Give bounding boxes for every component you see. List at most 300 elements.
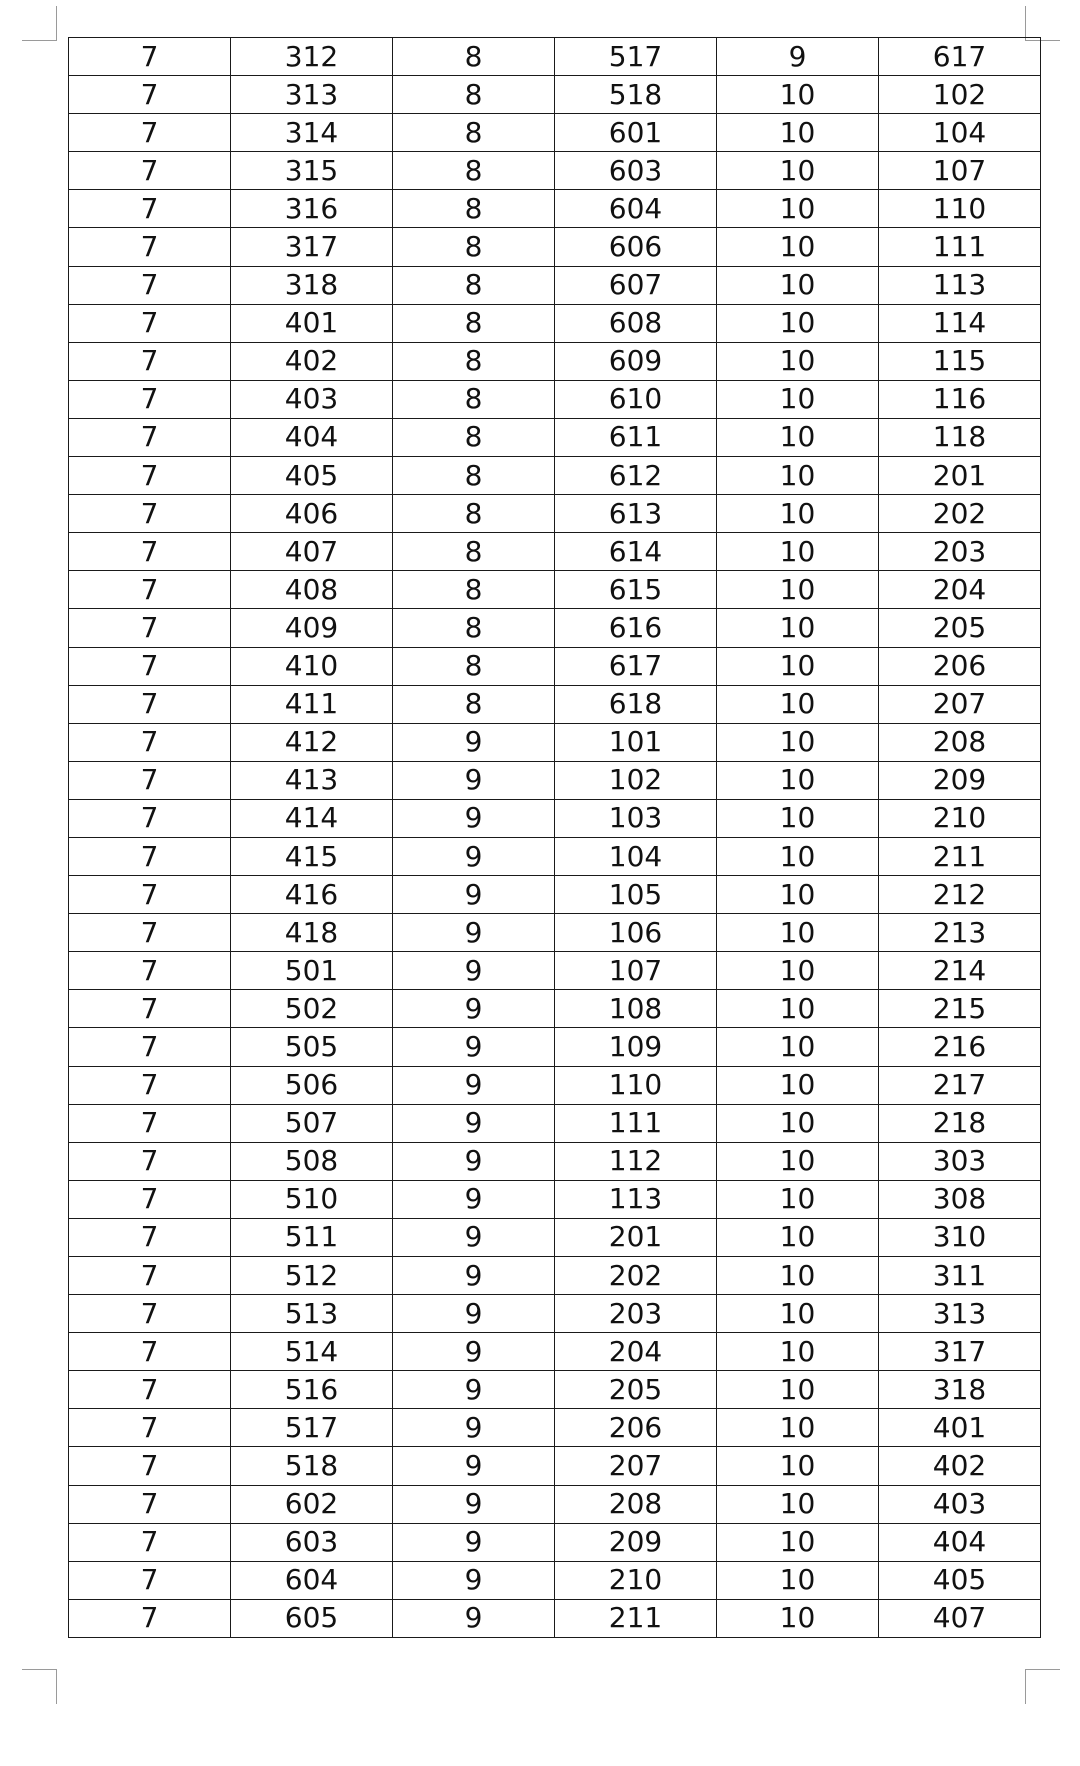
table-cell: 512 — [231, 1257, 393, 1295]
table-row — [69, 418, 1041, 456]
table-cell: 9 — [393, 1447, 555, 1485]
table-cell: 7 — [69, 571, 231, 609]
table-cell: 7 — [69, 380, 231, 418]
table-cell: 111 — [555, 1104, 717, 1142]
table-cell: 10 — [717, 152, 879, 190]
table-cell: 202 — [555, 1257, 717, 1295]
table-cell: 7 — [69, 1295, 231, 1333]
table-cell: 7 — [69, 799, 231, 837]
table-cell: 9 — [393, 1371, 555, 1409]
table-cell: 608 — [555, 304, 717, 342]
table-cell: 7 — [69, 990, 231, 1028]
table-cell: 517 — [231, 1409, 393, 1447]
table-cell: 403 — [879, 1485, 1041, 1523]
table-cell: 205 — [555, 1371, 717, 1409]
table-cell: 10 — [717, 837, 879, 875]
table-cell: 9 — [393, 837, 555, 875]
table-cell: 407 — [231, 533, 393, 571]
table-cell: 204 — [555, 1333, 717, 1371]
table-cell: 9 — [393, 1180, 555, 1218]
table-cell: 9 — [393, 1028, 555, 1066]
table-cell: 9 — [393, 990, 555, 1028]
table-body — [69, 38, 1041, 1638]
table-row — [69, 1066, 1041, 1104]
table-cell: 318 — [879, 1371, 1041, 1409]
table-cell: 110 — [879, 190, 1041, 228]
table-row — [69, 1333, 1041, 1371]
table-row — [69, 647, 1041, 685]
crop-mark-bottom-left — [22, 1669, 57, 1704]
table-cell: 9 — [393, 761, 555, 799]
table-cell: 611 — [555, 418, 717, 456]
table-row — [69, 1104, 1041, 1142]
table-cell: 8 — [393, 533, 555, 571]
table-cell: 210 — [879, 799, 1041, 837]
table-row — [69, 914, 1041, 952]
table-row — [69, 1561, 1041, 1599]
table-cell: 10 — [717, 1599, 879, 1637]
table-cell: 7 — [69, 1409, 231, 1447]
crop-mark-bottom-right — [1025, 1669, 1060, 1704]
table-cell: 7 — [69, 723, 231, 761]
table-cell: 9 — [393, 1523, 555, 1561]
table-cell: 402 — [231, 342, 393, 380]
table-row — [69, 457, 1041, 495]
table-cell: 510 — [231, 1180, 393, 1218]
table-cell: 211 — [879, 837, 1041, 875]
table-cell: 112 — [555, 1142, 717, 1180]
table-cell: 207 — [555, 1447, 717, 1485]
table-cell: 114 — [879, 304, 1041, 342]
table-cell: 10 — [717, 266, 879, 304]
table-cell: 8 — [393, 609, 555, 647]
table-cell: 203 — [555, 1295, 717, 1333]
table-cell: 115 — [879, 342, 1041, 380]
table-cell: 10 — [717, 457, 879, 495]
table-cell: 7 — [69, 1066, 231, 1104]
table-cell: 10 — [717, 1409, 879, 1447]
table-cell: 206 — [879, 647, 1041, 685]
table-cell: 7 — [69, 1599, 231, 1637]
table-cell: 8 — [393, 571, 555, 609]
table-cell: 407 — [879, 1599, 1041, 1637]
table-cell: 10 — [717, 342, 879, 380]
table-row — [69, 152, 1041, 190]
table-cell: 502 — [231, 990, 393, 1028]
table-cell: 8 — [393, 495, 555, 533]
table-cell: 614 — [555, 533, 717, 571]
table-cell: 413 — [231, 761, 393, 799]
table-row — [69, 685, 1041, 723]
table-cell: 405 — [879, 1561, 1041, 1599]
table-cell: 7 — [69, 152, 231, 190]
table-cell: 7 — [69, 876, 231, 914]
table-cell: 8 — [393, 457, 555, 495]
table-cell: 7 — [69, 266, 231, 304]
table-cell: 601 — [555, 114, 717, 152]
table-cell: 109 — [555, 1028, 717, 1066]
table-row — [69, 723, 1041, 761]
table-cell: 207 — [879, 685, 1041, 723]
table-cell: 405 — [231, 457, 393, 495]
crop-mark-top-right — [1025, 6, 1060, 41]
table-cell: 518 — [555, 76, 717, 114]
table-cell: 7 — [69, 1218, 231, 1256]
table-cell: 617 — [555, 647, 717, 685]
table-cell: 102 — [555, 761, 717, 799]
table-cell: 404 — [879, 1523, 1041, 1561]
table-cell: 313 — [231, 76, 393, 114]
table-cell: 415 — [231, 837, 393, 875]
table-row — [69, 761, 1041, 799]
table-cell: 10 — [717, 418, 879, 456]
table-cell: 105 — [555, 876, 717, 914]
table-cell: 7 — [69, 533, 231, 571]
table-cell: 201 — [555, 1218, 717, 1256]
table-cell: 409 — [231, 609, 393, 647]
table-cell: 10 — [717, 304, 879, 342]
table-cell: 7 — [69, 1028, 231, 1066]
table-row — [69, 1371, 1041, 1409]
table-cell: 7 — [69, 952, 231, 990]
table-cell: 505 — [231, 1028, 393, 1066]
table-cell: 10 — [717, 1447, 879, 1485]
table-cell: 7 — [69, 76, 231, 114]
table-cell: 617 — [879, 38, 1041, 76]
table-cell: 9 — [717, 38, 879, 76]
table-cell: 9 — [393, 1218, 555, 1256]
table-cell: 9 — [393, 1142, 555, 1180]
table-cell: 602 — [231, 1485, 393, 1523]
table-cell: 208 — [555, 1485, 717, 1523]
table-cell: 213 — [879, 914, 1041, 952]
table-cell: 10 — [717, 114, 879, 152]
table-cell: 511 — [231, 1218, 393, 1256]
table-cell: 10 — [717, 952, 879, 990]
table-cell: 8 — [393, 266, 555, 304]
table-cell: 418 — [231, 914, 393, 952]
table-cell: 507 — [231, 1104, 393, 1142]
table-cell: 303 — [879, 1142, 1041, 1180]
table-cell: 10 — [717, 1295, 879, 1333]
table-cell: 10 — [717, 1485, 879, 1523]
table-cell: 202 — [879, 495, 1041, 533]
table-cell: 102 — [879, 76, 1041, 114]
table-row — [69, 837, 1041, 875]
table-cell: 203 — [879, 533, 1041, 571]
table-cell: 7 — [69, 1561, 231, 1599]
table-cell: 7 — [69, 342, 231, 380]
table-cell: 10 — [717, 799, 879, 837]
table-row — [69, 799, 1041, 837]
table-cell: 9 — [393, 914, 555, 952]
table-cell: 613 — [555, 495, 717, 533]
table-cell: 111 — [879, 228, 1041, 266]
table-cell: 106 — [555, 914, 717, 952]
table-cell: 616 — [555, 609, 717, 647]
table-cell: 7 — [69, 837, 231, 875]
table-cell: 8 — [393, 190, 555, 228]
table-cell: 513 — [231, 1295, 393, 1333]
table-cell: 8 — [393, 152, 555, 190]
table-cell: 313 — [879, 1295, 1041, 1333]
table-cell: 10 — [717, 914, 879, 952]
table-cell: 10 — [717, 1028, 879, 1066]
number-table — [68, 37, 1041, 1638]
table-cell: 10 — [717, 190, 879, 228]
table-cell: 7 — [69, 685, 231, 723]
table-cell: 506 — [231, 1066, 393, 1104]
table-cell: 401 — [231, 304, 393, 342]
table-cell: 7 — [69, 1142, 231, 1180]
table-cell: 618 — [555, 685, 717, 723]
table-row — [69, 228, 1041, 266]
table-cell: 107 — [555, 952, 717, 990]
table-cell: 8 — [393, 647, 555, 685]
table-cell: 218 — [879, 1104, 1041, 1142]
table-cell: 605 — [231, 1599, 393, 1637]
table-row — [69, 1028, 1041, 1066]
table-cell: 215 — [879, 990, 1041, 1028]
table-cell: 10 — [717, 495, 879, 533]
table-cell: 311 — [879, 1257, 1041, 1295]
table-cell: 10 — [717, 990, 879, 1028]
table-row — [69, 1142, 1041, 1180]
table-cell: 10 — [717, 1257, 879, 1295]
table-cell: 101 — [555, 723, 717, 761]
table-cell: 7 — [69, 1180, 231, 1218]
table-cell: 7 — [69, 457, 231, 495]
table-cell: 205 — [879, 609, 1041, 647]
table-row — [69, 1599, 1041, 1637]
table-cell: 116 — [879, 380, 1041, 418]
table-cell: 7 — [69, 647, 231, 685]
table-cell: 201 — [879, 457, 1041, 495]
table-row — [69, 380, 1041, 418]
table-cell: 7 — [69, 190, 231, 228]
table-cell: 514 — [231, 1333, 393, 1371]
table-cell: 113 — [879, 266, 1041, 304]
table-cell: 10 — [717, 228, 879, 266]
table-cell: 103 — [555, 799, 717, 837]
table-cell: 607 — [555, 266, 717, 304]
table-cell: 7 — [69, 114, 231, 152]
table-cell: 416 — [231, 876, 393, 914]
table-cell: 317 — [231, 228, 393, 266]
table-cell: 9 — [393, 876, 555, 914]
table-row — [69, 304, 1041, 342]
table-row — [69, 952, 1041, 990]
table-row — [69, 1295, 1041, 1333]
table-cell: 603 — [555, 152, 717, 190]
table-cell: 508 — [231, 1142, 393, 1180]
table-cell: 9 — [393, 1257, 555, 1295]
table-cell: 318 — [231, 266, 393, 304]
table-row — [69, 876, 1041, 914]
table-cell: 310 — [879, 1218, 1041, 1256]
table-cell: 10 — [717, 723, 879, 761]
table-cell: 212 — [879, 876, 1041, 914]
table-cell: 517 — [555, 38, 717, 76]
table-cell: 217 — [879, 1066, 1041, 1104]
table-cell: 8 — [393, 342, 555, 380]
table-row — [69, 1523, 1041, 1561]
table-cell: 7 — [69, 418, 231, 456]
table-row — [69, 266, 1041, 304]
table-cell: 7 — [69, 1371, 231, 1409]
table-cell: 404 — [231, 418, 393, 456]
table-cell: 8 — [393, 114, 555, 152]
table-cell: 110 — [555, 1066, 717, 1104]
table-cell: 10 — [717, 1066, 879, 1104]
table-cell: 410 — [231, 647, 393, 685]
table-cell: 7 — [69, 38, 231, 76]
table-row — [69, 1409, 1041, 1447]
table-cell: 9 — [393, 1485, 555, 1523]
table-row — [69, 1485, 1041, 1523]
table-cell: 610 — [555, 380, 717, 418]
table-cell: 7 — [69, 495, 231, 533]
table-cell: 9 — [393, 1295, 555, 1333]
table-cell: 10 — [717, 1142, 879, 1180]
table-cell: 8 — [393, 38, 555, 76]
table-cell: 604 — [231, 1561, 393, 1599]
table-cell: 8 — [393, 418, 555, 456]
table-cell: 308 — [879, 1180, 1041, 1218]
table-cell: 104 — [879, 114, 1041, 152]
table-cell: 604 — [555, 190, 717, 228]
table-cell: 107 — [879, 152, 1041, 190]
table-cell: 408 — [231, 571, 393, 609]
table-cell: 9 — [393, 1409, 555, 1447]
table-cell: 10 — [717, 1180, 879, 1218]
table-cell: 7 — [69, 1257, 231, 1295]
table-row — [69, 1447, 1041, 1485]
table-cell: 7 — [69, 1523, 231, 1561]
table-cell: 7 — [69, 228, 231, 266]
table-cell: 208 — [879, 723, 1041, 761]
table-row — [69, 1257, 1041, 1295]
table-cell: 9 — [393, 723, 555, 761]
table-cell: 8 — [393, 380, 555, 418]
table-cell: 403 — [231, 380, 393, 418]
table-cell: 401 — [879, 1409, 1041, 1447]
table-row — [69, 1180, 1041, 1218]
table-cell: 414 — [231, 799, 393, 837]
table-cell: 10 — [717, 1523, 879, 1561]
table-cell: 10 — [717, 1333, 879, 1371]
table-cell: 9 — [393, 1561, 555, 1599]
table-cell: 606 — [555, 228, 717, 266]
table-cell: 10 — [717, 685, 879, 723]
table-cell: 204 — [879, 571, 1041, 609]
table-cell: 108 — [555, 990, 717, 1028]
table-cell: 10 — [717, 876, 879, 914]
table-cell: 9 — [393, 1066, 555, 1104]
table-cell: 316 — [231, 190, 393, 228]
table-cell: 312 — [231, 38, 393, 76]
table-cell: 9 — [393, 1599, 555, 1637]
table-cell: 314 — [231, 114, 393, 152]
table-cell: 206 — [555, 1409, 717, 1447]
table-row — [69, 533, 1041, 571]
table-row — [69, 1218, 1041, 1256]
table-cell: 104 — [555, 837, 717, 875]
table-cell: 113 — [555, 1180, 717, 1218]
table-cell: 209 — [555, 1523, 717, 1561]
table-cell: 10 — [717, 533, 879, 571]
table-cell: 214 — [879, 952, 1041, 990]
table-cell: 406 — [231, 495, 393, 533]
table-cell: 412 — [231, 723, 393, 761]
table-cell: 10 — [717, 1104, 879, 1142]
table-cell: 7 — [69, 609, 231, 647]
table-cell: 10 — [717, 647, 879, 685]
table-cell: 9 — [393, 1104, 555, 1142]
table-cell: 9 — [393, 952, 555, 990]
table-cell: 8 — [393, 304, 555, 342]
table-cell: 609 — [555, 342, 717, 380]
table-cell: 7 — [69, 304, 231, 342]
table-cell: 411 — [231, 685, 393, 723]
table-cell: 7 — [69, 914, 231, 952]
table-cell: 8 — [393, 228, 555, 266]
table-cell: 210 — [555, 1561, 717, 1599]
table-cell: 8 — [393, 76, 555, 114]
table-row — [69, 114, 1041, 152]
table-row — [69, 342, 1041, 380]
table-row — [69, 571, 1041, 609]
table-cell: 10 — [717, 1218, 879, 1256]
table-cell: 317 — [879, 1333, 1041, 1371]
table-cell: 7 — [69, 1333, 231, 1371]
table-cell: 10 — [717, 380, 879, 418]
table-cell: 8 — [393, 685, 555, 723]
table-cell: 216 — [879, 1028, 1041, 1066]
table-cell: 7 — [69, 1447, 231, 1485]
table-cell: 7 — [69, 1104, 231, 1142]
table-cell: 9 — [393, 799, 555, 837]
table-cell: 603 — [231, 1523, 393, 1561]
table-cell: 209 — [879, 761, 1041, 799]
table-cell: 7 — [69, 761, 231, 799]
table-row — [69, 990, 1041, 1028]
table-cell: 7 — [69, 1485, 231, 1523]
table-cell: 211 — [555, 1599, 717, 1637]
table-cell: 9 — [393, 1333, 555, 1371]
table-row — [69, 609, 1041, 647]
table-cell: 402 — [879, 1447, 1041, 1485]
table-cell: 615 — [555, 571, 717, 609]
table-cell: 10 — [717, 1371, 879, 1409]
table-cell: 10 — [717, 76, 879, 114]
table-row — [69, 495, 1041, 533]
table-cell: 10 — [717, 609, 879, 647]
table-cell: 516 — [231, 1371, 393, 1409]
table-row — [69, 190, 1041, 228]
table-cell: 501 — [231, 952, 393, 990]
table-cell: 118 — [879, 418, 1041, 456]
table-cell: 612 — [555, 457, 717, 495]
table-cell: 315 — [231, 152, 393, 190]
table-cell: 518 — [231, 1447, 393, 1485]
table-cell: 10 — [717, 761, 879, 799]
table-cell: 10 — [717, 571, 879, 609]
table-row — [69, 76, 1041, 114]
table-cell: 10 — [717, 1561, 879, 1599]
table-row — [69, 38, 1041, 76]
crop-mark-top-left — [22, 6, 57, 41]
